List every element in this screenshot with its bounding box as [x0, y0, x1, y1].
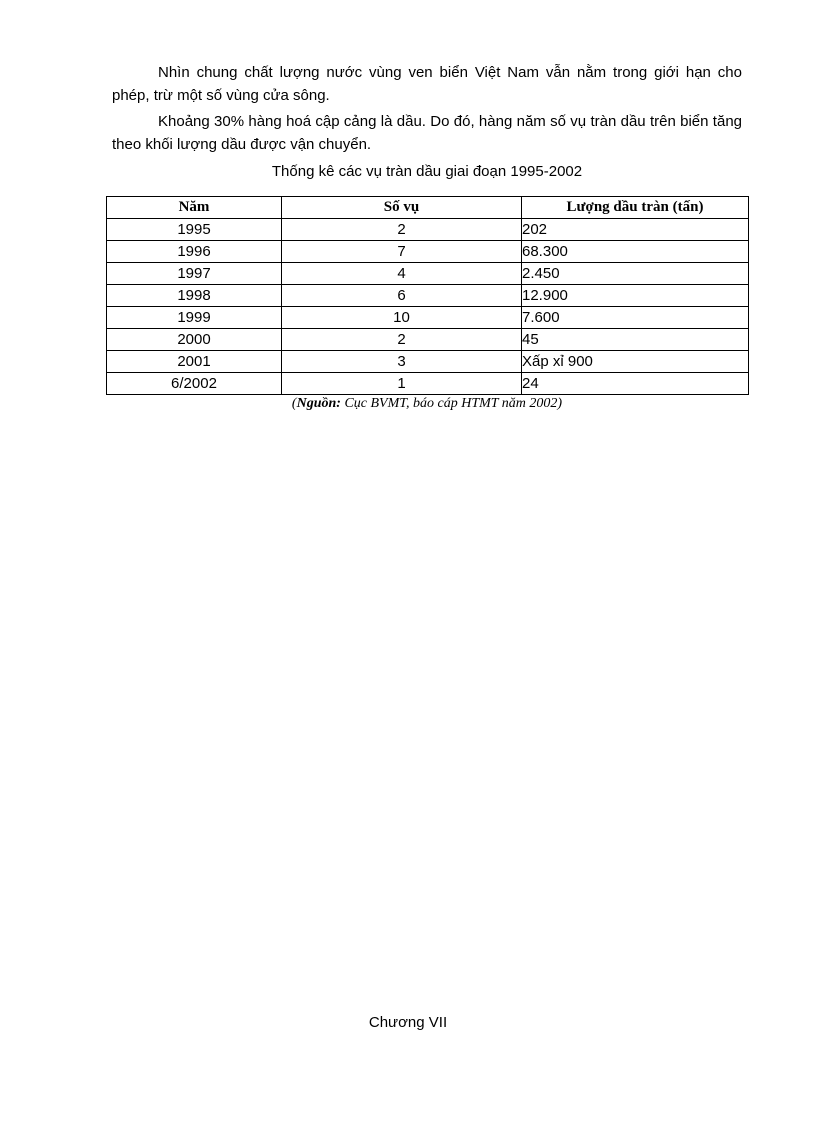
- header-year: Năm: [107, 197, 282, 219]
- table-row: [107, 307, 749, 329]
- source-label: Nguồn:: [296, 396, 341, 411]
- table-row: [107, 351, 749, 373]
- table-row: [107, 285, 749, 307]
- table-row: [107, 241, 749, 263]
- table-row: [107, 329, 749, 351]
- table-row: [107, 373, 749, 395]
- cell-year: 1998: [107, 285, 282, 307]
- cell-amount: Xấp xỉ 900: [522, 351, 749, 373]
- oil-spill-table: [106, 196, 749, 395]
- page-footer: Chương VII: [368, 1014, 448, 1031]
- cell-count: 2: [282, 219, 522, 241]
- cell-year: 2001: [107, 351, 282, 373]
- paragraph-water-quality: Nhìn chung chất lượng nước vùng ven biển Việt Nam vẫn nằm trong giới hạn cho phép, trừ một số vùng cửa sông.: [112, 64, 742, 104]
- cell-amount: 7.600: [522, 307, 749, 329]
- cell-year: 1999: [107, 307, 282, 329]
- cell-count: 2: [282, 329, 522, 351]
- cell-amount: 45: [522, 329, 749, 351]
- cell-amount: 12.900: [522, 285, 749, 307]
- cell-count: 3: [282, 351, 522, 373]
- cell-year: 1997: [107, 263, 282, 285]
- cell-year: 6/2002: [107, 373, 282, 395]
- cell-amount: 202: [522, 219, 749, 241]
- table-header-row: [107, 197, 749, 219]
- cell-count: 10: [282, 307, 522, 329]
- cell-count: 4: [282, 263, 522, 285]
- cell-amount: 68.300: [522, 241, 749, 263]
- cell-year: 1996: [107, 241, 282, 263]
- table-row: [107, 263, 749, 285]
- table-row: [107, 219, 749, 241]
- source-text: Cục BVMT, báo cáp HTMT năm 2002: [340, 396, 558, 411]
- cell-count: 6: [282, 285, 522, 307]
- paragraph-oil-cargo: Khoảng 30% hàng hoá cập cảng là dầu. Do đó, hàng năm số vụ tràn dầu trên biển tăng theo khối lượng dầu được vận chuyển.: [112, 113, 742, 153]
- cell-amount: 24: [522, 373, 749, 395]
- cell-count: 1: [282, 373, 522, 395]
- table-source-note: (Nguồn: Cục BVMT, báo cáp HTMT năm 2002): [291, 396, 563, 411]
- header-count: Số vụ: [282, 197, 522, 219]
- header-amount: Lượng dầu tràn (tấn): [522, 197, 749, 219]
- cell-year: 1995: [107, 219, 282, 241]
- cell-year: 2000: [107, 329, 282, 351]
- cell-count: 7: [282, 241, 522, 263]
- table-caption: Thống kê các vụ tràn dầu giai đoạn 1995-2002: [271, 163, 583, 180]
- cell-amount: 2.450: [522, 263, 749, 285]
